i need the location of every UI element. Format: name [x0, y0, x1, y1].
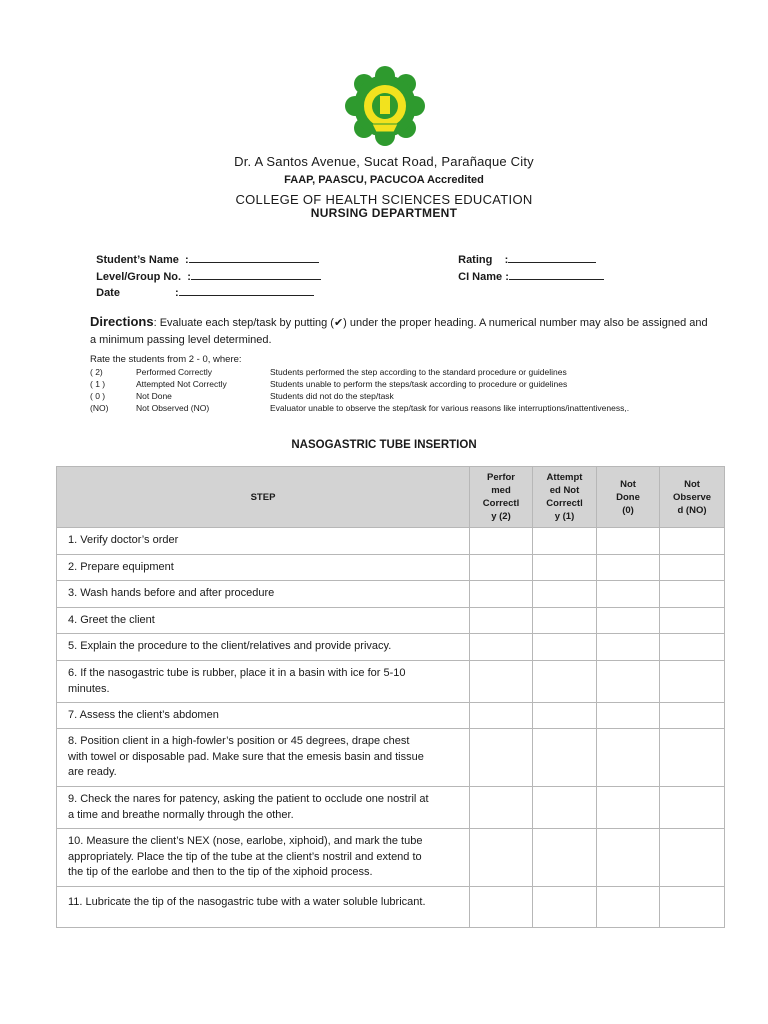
performed-correctly-header — [470, 467, 533, 528]
scale-code: ( 0 ) — [90, 391, 106, 401]
step-text — [57, 555, 470, 581]
table-header-row — [57, 467, 725, 528]
scale-description: Students did not do the step/task — [270, 391, 394, 401]
checklist-title: NASOGASTRIC TUBE INSERTION — [291, 439, 477, 451]
not-done-cell[interactable] — [597, 703, 660, 729]
scale-code: ( 1 ) — [90, 379, 106, 389]
not-observed-cell[interactable] — [660, 729, 725, 787]
performed-cell[interactable] — [470, 703, 533, 729]
attempted-cell[interactable] — [533, 634, 597, 661]
not-observed-cell[interactable] — [660, 661, 725, 703]
step-text — [57, 887, 470, 928]
step-text — [57, 634, 470, 661]
step-line: the tip of the earlobe and then to the tip of the xiphoid process. — [68, 866, 373, 879]
step-text — [57, 581, 470, 608]
header-line: Observe — [672, 491, 712, 503]
not-observed-cell[interactable] — [660, 787, 725, 829]
header-line: Correctl — [546, 498, 583, 509]
directions-title: Directions — [90, 314, 154, 329]
not-observed-header — [660, 467, 725, 528]
step-line: 2. Prepare equipment — [68, 560, 174, 573]
not-done-cell[interactable] — [597, 555, 660, 581]
table-row — [57, 528, 725, 555]
performed-cell[interactable] — [470, 787, 533, 829]
step-text — [57, 608, 470, 634]
not-done-cell[interactable] — [597, 634, 660, 661]
table-row — [57, 555, 725, 581]
table-row — [57, 729, 725, 787]
scale-label: Not Observed (NO) — [136, 403, 210, 413]
department-name: NURSING DEPARTMENT — [310, 206, 458, 220]
checklist-table — [56, 466, 725, 928]
step-line: appropriately. Place the tip of the tube at the client’s nostril and extend to — [68, 850, 422, 863]
date-line[interactable] — [179, 285, 314, 296]
header-line: med — [491, 485, 511, 496]
step-text — [57, 829, 470, 887]
not-observed-cell[interactable] — [660, 703, 725, 729]
attempted-cell[interactable] — [533, 703, 597, 729]
performed-cell[interactable] — [470, 661, 533, 703]
table-row — [57, 608, 725, 634]
scale-code: ( 2) — [90, 367, 103, 377]
accreditation: FAAP, PAASCU, PACUCOA Accredited — [284, 174, 484, 186]
not-done-cell[interactable] — [597, 661, 660, 703]
address: Dr. A Santos Avenue, Sucat Road, Parañaque City — [234, 154, 534, 169]
not-done-cell[interactable] — [597, 887, 660, 928]
not-observed-cell[interactable] — [660, 829, 725, 887]
not-observed-cell[interactable] — [660, 555, 725, 581]
step-text — [57, 528, 470, 555]
attempted-cell[interactable] — [533, 787, 597, 829]
table-row — [57, 581, 725, 608]
performed-cell[interactable] — [470, 829, 533, 887]
step-line: 11. Lubricate the tip of the nasogastric tube with a water soluble lubricant. — [68, 896, 426, 908]
not-observed-cell[interactable] — [660, 581, 725, 608]
ci-name-line[interactable] — [509, 269, 604, 280]
header-line: ed Not — [549, 485, 580, 496]
not-observed-cell[interactable] — [660, 528, 725, 555]
attempted-cell[interactable] — [533, 887, 597, 928]
directions-text-2: a minimum passing level determined. — [90, 334, 272, 346]
performed-cell[interactable] — [470, 887, 533, 928]
header-line: Attempt — [546, 472, 583, 483]
rating-scale-intro: Rate the students from 2 - 0, where: — [90, 354, 242, 365]
header-line: (0) — [622, 504, 634, 516]
performed-cell[interactable] — [470, 528, 533, 555]
level-group-label: Level/Group No. : — [96, 271, 191, 283]
performed-cell[interactable] — [470, 581, 533, 608]
directions-text-1: : Evaluate each step/task by putting (✔) under the proper heading. A numerical number may also be assigned and — [153, 317, 708, 329]
header-line: y (1) — [554, 511, 575, 522]
scale-code: (NO) — [90, 403, 109, 413]
college-name: COLLEGE OF HEALTH SCIENCES EDUCATION — [235, 192, 533, 207]
header-line: Perfor — [487, 472, 515, 483]
step-line: 9. Check the nares for patency, asking the patient to occlude one nostril at — [68, 793, 429, 805]
not-observed-cell[interactable] — [660, 608, 725, 634]
not-observed-cell[interactable] — [660, 634, 725, 661]
directions — [90, 313, 708, 331]
header-line: Done — [616, 491, 640, 503]
attempted-cell[interactable] — [533, 581, 597, 608]
step-line: 1. Verify doctor’s order — [68, 534, 179, 547]
scale-description: Evaluator unable to observe the step/task for various reasons like interruptions/inattentiveness,. — [270, 403, 630, 413]
step-line: 4. Greet the client — [68, 613, 155, 626]
table-row — [57, 887, 725, 928]
scale-label: Performed Correctly — [136, 367, 213, 377]
header-line: y (2) — [491, 511, 511, 522]
performed-cell[interactable] — [470, 555, 533, 581]
scale-description: Students performed the step according to the standard procedure or guidelines — [270, 367, 567, 377]
scale-label: Not Done — [136, 391, 172, 401]
step-line: a time and breathe normally through the other. — [68, 808, 294, 821]
step-header: STEP — [57, 467, 470, 528]
step-line: 8. Position client in a high-fowler’s position or 45 degrees, drape chest — [68, 735, 410, 748]
header-line: Not — [684, 478, 700, 490]
step-line: 3. Wash hands before and after procedure — [68, 587, 275, 600]
attempted-cell[interactable] — [533, 661, 597, 703]
step-text — [57, 661, 470, 703]
not-done-cell[interactable] — [597, 787, 660, 829]
attempted-cell[interactable] — [533, 729, 597, 787]
date-field[interactable] — [90, 273, 314, 299]
attempted-not-correctly-header — [533, 467, 597, 528]
step-line: 5. Explain the procedure to the client/relatives and provide privacy. — [68, 640, 392, 653]
attempted-cell[interactable] — [533, 829, 597, 887]
step-line: minutes. — [68, 682, 110, 695]
student-name-label: Student’s Name : — [96, 254, 189, 266]
step-line: with towel or disposable pad. Make sure that the emesis basin and tissue — [68, 750, 424, 763]
not-done-header — [597, 467, 660, 528]
performed-cell[interactable] — [470, 634, 533, 661]
performed-cell[interactable] — [470, 608, 533, 634]
attempted-cell[interactable] — [533, 555, 597, 581]
step-text — [57, 729, 470, 787]
attempted-cell[interactable] — [533, 608, 597, 634]
performed-cell[interactable] — [470, 729, 533, 787]
step-line: 7. Assess the client’s abdomen — [68, 708, 219, 721]
table-row — [57, 787, 725, 829]
not-observed-cell[interactable] — [660, 887, 725, 928]
table-row — [57, 661, 725, 703]
not-done-cell[interactable] — [597, 581, 660, 608]
scale-description: Students unable to perform the steps/task according to procedure or guidelines — [270, 379, 568, 389]
header-line: d (NO) — [677, 504, 707, 516]
table-row — [57, 703, 725, 729]
step-text — [57, 787, 470, 829]
not-done-cell[interactable] — [597, 829, 660, 887]
rating-label: Rating : — [458, 254, 509, 266]
ci-name-label: CI Name : — [458, 271, 509, 283]
ci-name-field[interactable] — [452, 257, 604, 283]
header-line: Not — [620, 478, 636, 490]
college-logo — [344, 66, 426, 146]
not-done-cell[interactable] — [597, 729, 660, 787]
step-line: are ready. — [68, 766, 117, 779]
step-line: 6. If the nasogastric tube is rubber, place it in a basin with ice for 5-10 — [68, 667, 406, 679]
date-label: Date : — [96, 287, 179, 299]
scale-label: Attempted Not Correctly — [136, 379, 227, 389]
attempted-cell[interactable] — [533, 528, 597, 555]
not-done-cell[interactable] — [597, 528, 660, 555]
not-done-cell[interactable] — [597, 608, 660, 634]
step-text — [57, 703, 470, 729]
table-row — [57, 634, 725, 661]
table-row — [57, 829, 725, 887]
step-line: 10. Measure the client’s NEX (nose, earlobe, xiphoid), and mark the tube — [68, 835, 423, 848]
header-line: Correctl — [482, 498, 520, 509]
